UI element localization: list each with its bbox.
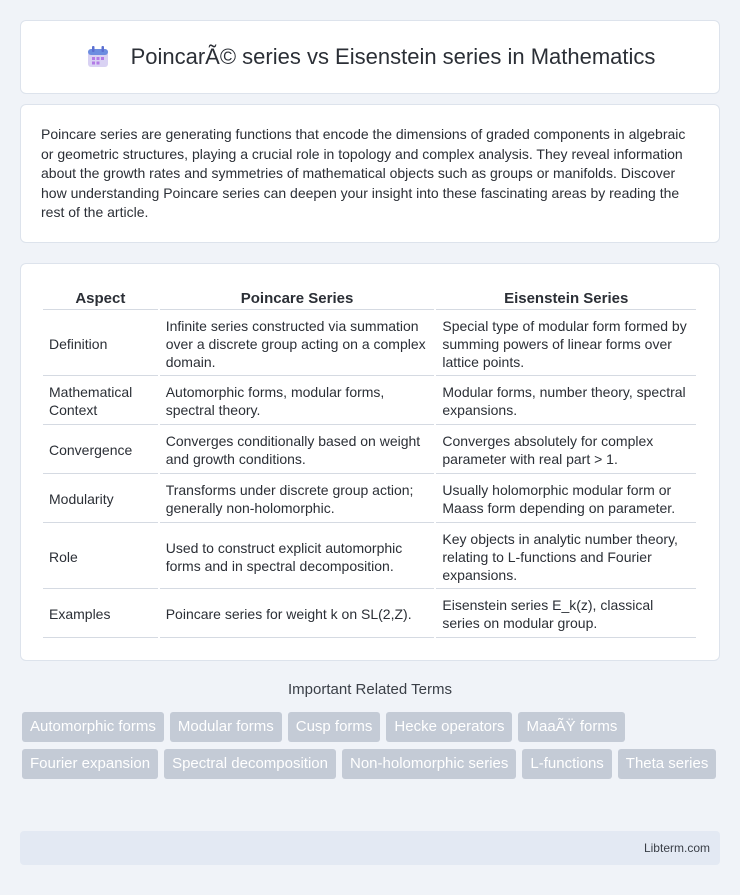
cell-aspect: Definition [43,312,158,376]
footer-site-link[interactable]: Libterm.com [643,841,710,855]
cell-aspect: Modularity [43,476,158,523]
tag-maass-forms[interactable]: MaaÃŸ forms [518,712,625,742]
table-row [43,427,696,474]
tag-spectral-decomposition[interactable]: Spectral decomposition [164,749,336,779]
cell-poincare: Transforms under discrete group action; generally non-holomorphic. [160,476,435,523]
tag-hecke-operators[interactable]: Hecke operators [386,712,512,742]
column-header-eisenstein: Eisenstein Series [436,288,696,310]
intro-card [20,104,720,243]
tag-fourier-expansion[interactable]: Fourier expansion [22,749,158,779]
related-terms-list [22,712,722,779]
cell-eisenstein: Usually holomorphic modular form or Maass form depending on parameter. [436,476,696,523]
tag-modular-forms[interactable]: Modular forms [170,712,282,742]
footer [20,831,720,865]
comparison-table-card [20,263,720,661]
cell-aspect: Role [43,525,158,589]
cell-eisenstein: Key objects in analytic number theory, relating to L-functions and Fourier expansions. [436,525,696,589]
tag-non-holomorphic-series[interactable]: Non-holomorphic series [342,749,516,779]
tag-theta-series[interactable]: Theta series [618,749,717,779]
table-row [43,525,696,589]
comparison-table [41,286,698,640]
table-row [43,312,696,376]
cell-poincare: Automorphic forms, modular forms, spectral theory. [160,378,435,425]
table-row [43,378,696,425]
cell-poincare: Infinite series constructed via summation over a discrete group acting on a complex domain. [160,312,435,376]
column-header-poincare: Poincare Series [160,288,435,310]
cell-eisenstein: Converges absolutely for complex parameter with real part > 1. [436,427,696,474]
cell-poincare: Poincare series for weight k on SL(2,Z). [160,591,435,638]
cell-eisenstein: Special type of modular form formed by summing powers of linear forms over lattice points. [436,312,696,376]
table-row [43,476,696,523]
cell-poincare: Converges conditionally based on weight and growth conditions. [160,427,435,474]
related-terms-heading: Important Related Terms [288,681,452,698]
table-header-row [43,288,696,310]
cell-aspect: Mathematical Context [43,378,158,425]
intro-paragraph: Poincare series are generating functions that encode the dimensions of graded components in algebraic or geometric structures, playing a crucial role in topology and complex analysis. They reveal information about the growth rates and symmetries of mathematical objects such as groups or manifolds. Discover how understanding Poincare series can deepen your insight into these fascinating areas by reading the rest of the article. [41,126,686,220]
calendar-icon [85,44,111,70]
tag-l-functions[interactable]: L-functions [522,749,611,779]
cell-eisenstein: Eisenstein series E_k(z), classical series on modular group. [436,591,696,638]
cell-aspect: Examples [43,591,158,638]
page-title: PoincarÃ© series vs Eisenstein series in Mathematics [130,44,656,69]
column-header-aspect: Aspect [43,288,158,310]
cell-aspect: Convergence [43,427,158,474]
tag-automorphic-forms[interactable]: Automorphic forms [22,712,164,742]
table-row [43,591,696,638]
tag-cusp-forms[interactable]: Cusp forms [288,712,381,742]
cell-poincare: Used to construct explicit automorphic forms and in spectral decomposition. [160,525,435,589]
header-card [20,20,720,94]
cell-eisenstein: Modular forms, number theory, spectral expansions. [436,378,696,425]
